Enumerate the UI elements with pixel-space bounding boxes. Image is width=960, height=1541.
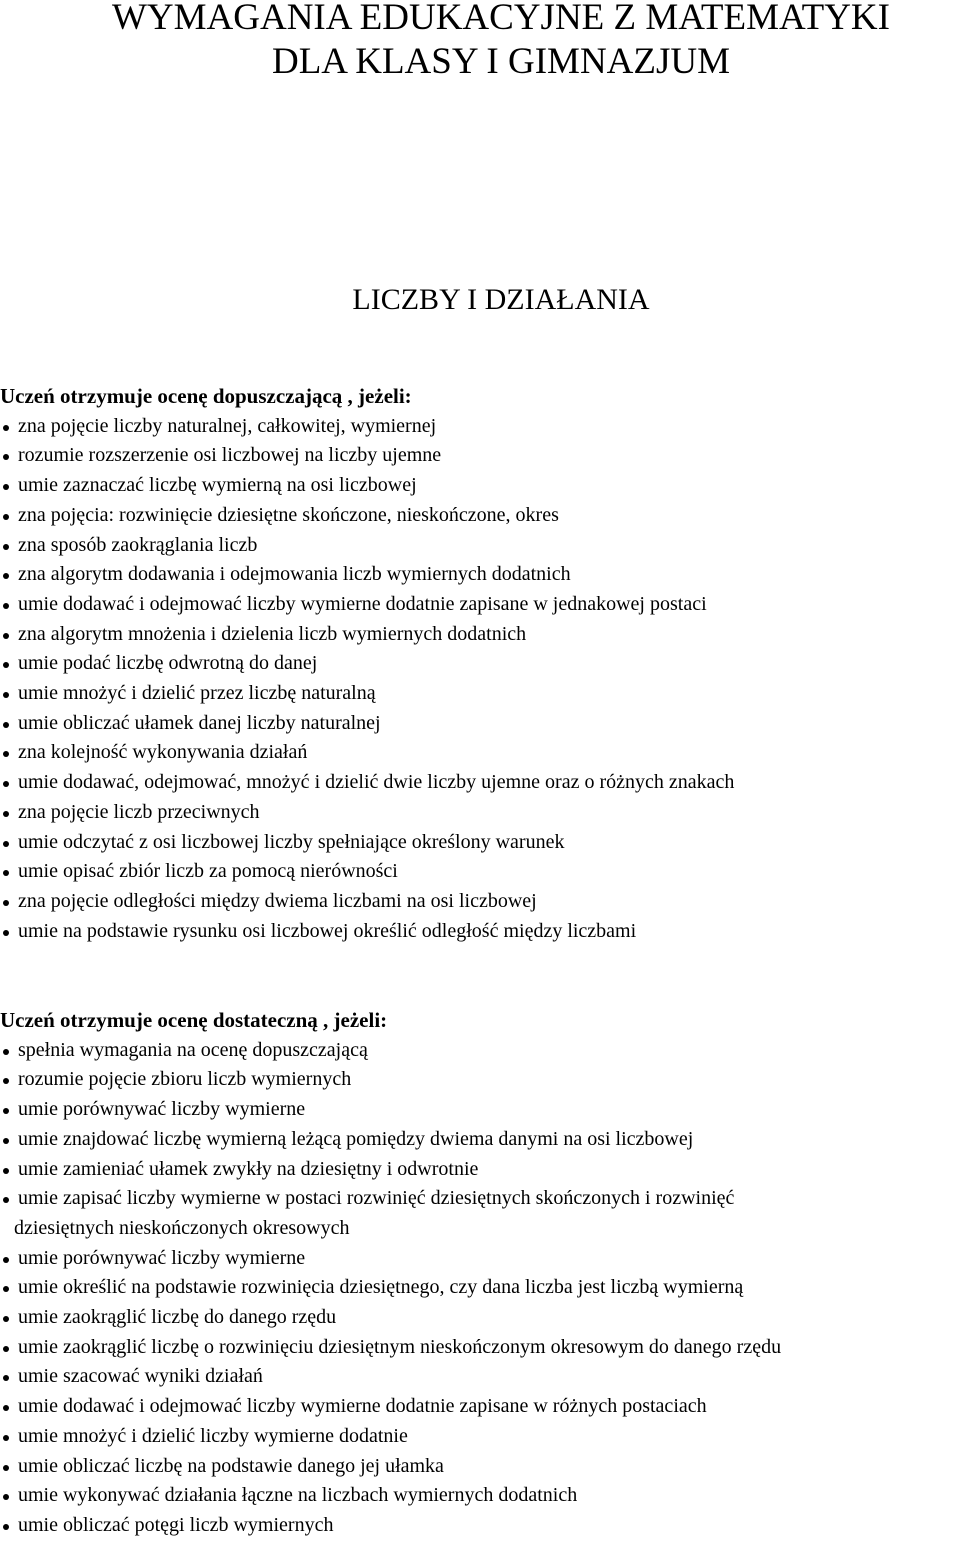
bullet-icon [3, 1524, 9, 1530]
bullet-icon [3, 722, 9, 728]
list-item [0, 441, 960, 471]
bullet-icon [3, 1346, 9, 1352]
bullet-icon [3, 1494, 9, 1500]
list-item [0, 1392, 960, 1422]
requirements-list [0, 412, 960, 947]
list-item [0, 1452, 960, 1482]
list-item-text: umie znajdować liczbę wymierną leżącą pomiędzy dwiema danymi na osi liczbowej [18, 1127, 694, 1150]
list-item-text: umie zapisać liczby wymierne w postaci rozwinięć dziesiętnych skończonych i rozwinięć [18, 1187, 735, 1210]
list-item-text: zna kolejność wykonywania działań [18, 741, 308, 764]
bullet-icon [3, 781, 9, 787]
list-item-text: umie na podstawie rysunku osi liczbowej określić odległość między liczbami [18, 919, 637, 942]
bullet-icon [3, 870, 9, 876]
list-item-continuation: dziesiętnych nieskończonych okresowych [14, 1216, 350, 1239]
document-title-line-1: WYMAGANIA EDUKACYJNE Z MATEMATYKI [112, 0, 890, 38]
list-item [0, 917, 960, 947]
list-item-text: umie zaokrąglić liczbę o rozwinięciu dziesiętnym nieskończonym okresowym do danego rzędu [18, 1335, 782, 1358]
bullet-icon [3, 425, 9, 431]
bullet-icon [3, 1108, 9, 1114]
bullet-icon [3, 573, 9, 579]
list-item [0, 471, 960, 501]
bullet-icon [3, 811, 9, 817]
list-item-text: zna algorytm dodawania i odejmowania liczb wymiernych dodatnich [18, 563, 571, 586]
list-item-text: umie zaznaczać liczbę wymierną na osi liczbowej [18, 474, 417, 497]
bullet-icon [3, 603, 9, 609]
bullet-icon [3, 751, 9, 757]
bullet-icon [3, 1078, 9, 1084]
bullet-icon [3, 841, 9, 847]
list-item-text: umie podać liczbę odwrotną do danej [18, 652, 318, 675]
bullet-icon [3, 1316, 9, 1322]
bullet-icon [3, 1405, 9, 1411]
list-item-text: spełnia wymagania na ocenę dopuszczającą [18, 1038, 368, 1061]
list-item [0, 531, 960, 561]
list-item [0, 412, 960, 442]
grade-block-dostateczna [0, 1006, 960, 1541]
list-item-text: umie zaokrąglić liczbę do danego rzędu [18, 1306, 337, 1329]
list-item-text: zna pojęcie liczb przeciwnych [18, 800, 260, 823]
list-item-text: umie określić na podstawie rozwinięcia dziesiętnego, czy dana liczba jest liczbą wymierną [18, 1276, 744, 1299]
bullet-icon [3, 454, 9, 460]
list-item-text: umie szacować wyniki działań [18, 1365, 263, 1388]
bullet-icon [3, 484, 9, 490]
list-item [0, 1125, 960, 1155]
bullet-icon [3, 1197, 9, 1203]
list-item [0, 560, 960, 590]
list-item [0, 738, 960, 768]
list-item-text: zna pojęcie odległości między dwiema liczbami na osi liczbowej [18, 889, 537, 912]
bullet-icon [3, 900, 9, 906]
grade-heading: Uczeń otrzymuje ocenę dostateczną , jeżeli: [0, 1008, 388, 1032]
list-item [0, 768, 960, 798]
list-item [0, 1065, 960, 1095]
list-item [0, 857, 960, 887]
bullet-icon [3, 692, 9, 698]
bullet-icon [3, 1138, 9, 1144]
list-item [0, 1273, 960, 1303]
list-item [0, 1333, 960, 1363]
list-item [0, 1036, 960, 1066]
section-heading: LICZBY I DZIAŁANIA [352, 283, 650, 316]
bullet-icon [3, 1375, 9, 1381]
list-item [0, 501, 960, 531]
bullet-icon [3, 1257, 9, 1263]
list-item [0, 620, 960, 650]
list-item [0, 798, 960, 828]
list-item [0, 1422, 960, 1452]
list-item-text: umie obliczać potęgi liczb wymiernych [18, 1513, 334, 1536]
list-item-text: umie zamieniać ułamek zwykły na dziesiętny i odwrotnie [18, 1157, 479, 1180]
grade-heading: Uczeń otrzymuje ocenę dopuszczającą , jeżeli: [0, 384, 412, 408]
bullet-icon [3, 1465, 9, 1471]
list-item-text: umie dodawać i odejmować liczby wymierne dodatnie zapisane w różnych postaciach [18, 1395, 707, 1418]
bullet-icon [3, 1168, 9, 1174]
list-item [0, 679, 960, 709]
list-item-text: umie wykonywać działania łączne na liczbach wymiernych dodatnich [18, 1484, 578, 1507]
requirements-list [0, 1036, 960, 1541]
list-item [0, 1095, 960, 1125]
list-item-text: umie porównywać liczby wymierne [18, 1246, 306, 1269]
list-item [0, 1155, 960, 1185]
list-item-text: umie porównywać liczby wymierne [18, 1098, 306, 1121]
list-item-text: umie obliczać ułamek danej liczby naturalnej [18, 711, 381, 734]
list-item [0, 1511, 960, 1541]
list-item-text: zna pojęcia: rozwinięcie dziesiętne skończone, nieskończone, okres [18, 503, 559, 526]
bullet-icon [3, 1049, 9, 1055]
list-item-text: umie mnożyć i dzielić liczby wymierne dodatnie [18, 1424, 408, 1447]
list-item [0, 1362, 960, 1392]
list-item [0, 887, 960, 917]
list-item-text: umie mnożyć i dzielić przez liczbę naturalną [18, 682, 376, 705]
list-item-text: umie odczytać z osi liczbowej liczby spełniające określony warunek [18, 830, 565, 853]
list-item-text: umie opisać zbiór liczb za pomocą nierówności [18, 860, 398, 883]
list-item [0, 590, 960, 620]
bullet-icon [3, 1286, 9, 1292]
grade-block-dopuszczajaca [0, 382, 960, 946]
bullet-icon [3, 514, 9, 520]
list-item-text: rozumie rozszerzenie osi liczbowej na liczby ujemne [18, 444, 442, 467]
list-item [0, 1184, 960, 1243]
bullet-icon [3, 662, 9, 668]
bullet-icon [3, 633, 9, 639]
list-item [0, 709, 960, 739]
list-item [0, 828, 960, 858]
list-item-text: zna pojęcie liczby naturalnej, całkowitej, wymiernej [18, 414, 437, 437]
list-item-text: zna sposób zaokrąglania liczb [18, 533, 258, 556]
list-item [0, 1244, 960, 1274]
bullet-icon [3, 930, 9, 936]
list-item-text: umie dodawać i odejmować liczby wymierne dodatnie zapisane w jednakowej postaci [18, 592, 707, 615]
list-item [0, 649, 960, 679]
list-item-text: umie dodawać, odejmować, mnożyć i dzielić dwie liczby ujemne oraz o różnych znakach [18, 771, 735, 794]
bullet-icon [3, 1435, 9, 1441]
list-item [0, 1303, 960, 1333]
document-title-line-2: DLA KLASY I GIMNAZJUM [271, 41, 731, 82]
bullet-icon [3, 544, 9, 550]
list-item-text: rozumie pojęcie zbioru liczb wymiernych [18, 1068, 352, 1091]
list-item-text: umie obliczać liczbę na podstawie danego jej ułamka [18, 1454, 444, 1477]
list-item [0, 1481, 960, 1511]
list-item-text: zna algorytm mnożenia i dzielenia liczb wymiernych dodatnich [18, 622, 527, 645]
